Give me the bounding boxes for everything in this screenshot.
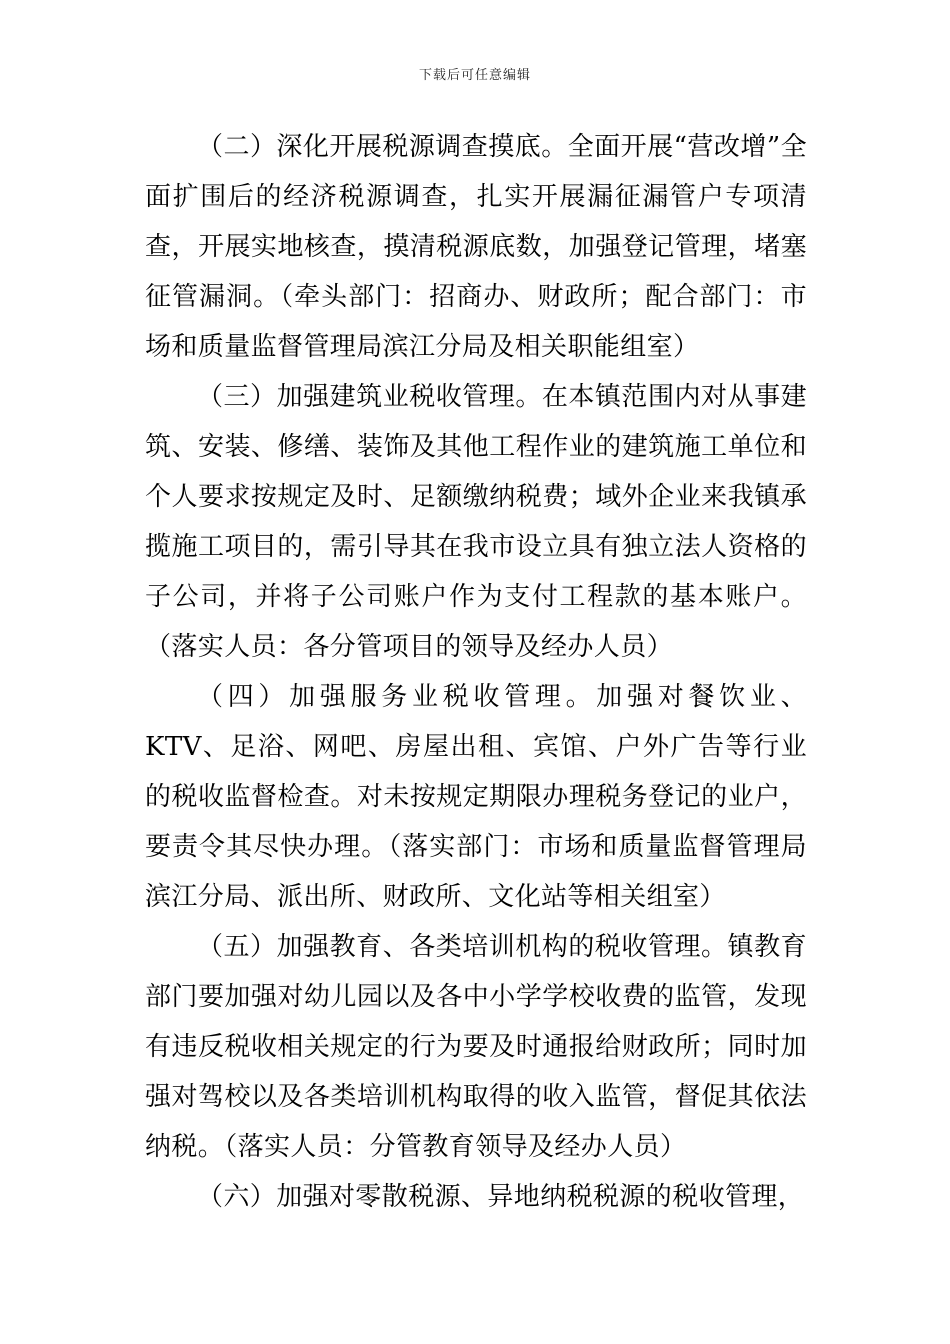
document-body <box>145 122 807 1222</box>
paragraph-construction-tax: （三）加强建筑业税收管理。在本镇范围内对从事建筑、安装、修缮、装饰及其他工程作业的建筑施工单位和个人要求按规定及时、足额缴纳税费；域外企业来我镇承揽施工项目的，需引导其在我市设立具有独立法人资格的子公司，并将子公司账户作为支付工程款的基本账户。（落实人员：各分管项目的领导及经办人员） <box>145 382 807 662</box>
paragraph-service-tax: （四）加强服务业税收管理。加强对餐饮业、KTV、足浴、网吧、房屋出租、宾馆、户外广告等行业的税收监督检查。对未按规定期限办理税务登记的业户，要责令其尽快办理。（落实部门：市场和质量监督管理局滨江分局、派出所、财政所、文化站等相关组室） <box>145 682 807 912</box>
paragraph-education-tax: （五）加强教育、各类培训机构的税收管理。镇教育部门要加强对幼儿园以及各中小学学校收费的监管，发现有违反税收相关规定的行为要及时通报给财政所；同时加强对驾校以及各类培训机构取得的收入监管，督促其依法纳税。（落实人员：分管教育领导及经办人员） <box>145 932 807 1162</box>
page-header: 下载后可任意编辑 <box>418 68 531 83</box>
paragraph-scattered-tax: （六）加强对零散税源、异地纳税税源的税收管理， <box>197 1182 805 1212</box>
paragraph-tax-source-survey: （二）深化开展税源调查摸底。全面开展“营改增”全面扩围后的经济税源调查，扎实开展漏征漏管户专项清查，开展实地核查，摸清税源底数，加强登记管理，堵塞征管漏洞。（牵头部门：招商办、财政所；配合部门：市场和质量监督管理局滨江分局及相关职能组室） <box>145 132 807 362</box>
